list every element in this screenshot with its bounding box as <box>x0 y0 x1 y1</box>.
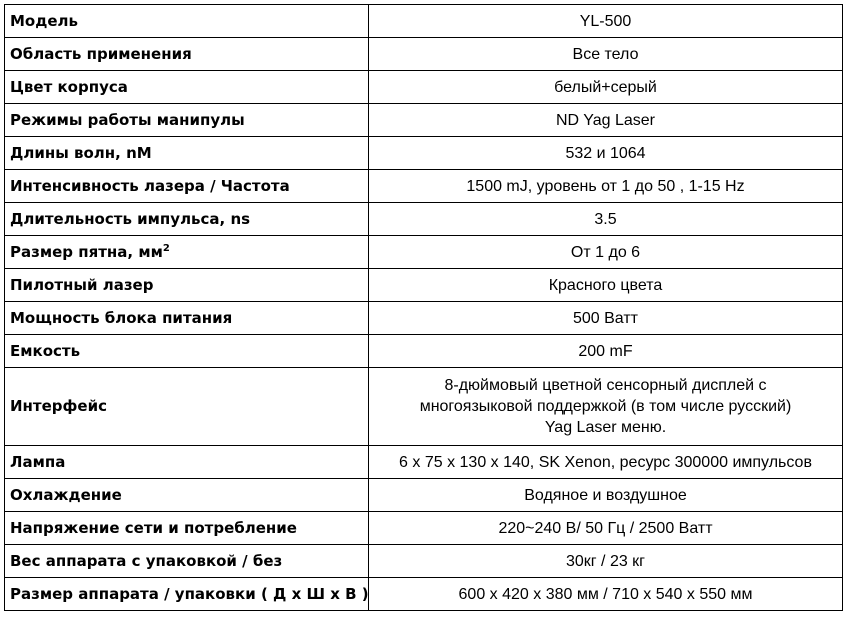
table-row <box>5 446 843 479</box>
table-row <box>5 335 843 368</box>
row-value-line: многоязыковой поддержкой (в том числе русский) <box>419 398 792 415</box>
row-label: Режимы работы манипулы <box>5 104 369 137</box>
row-value: От 1 до 6 <box>369 236 843 269</box>
row-value-line: 8-дюймовый цветной сенсорный дисплей с <box>444 377 767 394</box>
table-row <box>5 5 843 38</box>
table-row <box>5 104 843 137</box>
row-value: 500 Ватт <box>369 302 843 335</box>
table-row <box>5 137 843 170</box>
row-label: Емкость <box>5 335 369 368</box>
row-label: Мощность блока питания <box>5 302 369 335</box>
row-label: Лампа <box>5 446 369 479</box>
row-value-line: Yag Laser меню. <box>544 419 667 436</box>
table-row <box>5 170 843 203</box>
table-row <box>5 512 843 545</box>
table-row <box>5 269 843 302</box>
row-label: Длины волн, nM <box>5 137 369 170</box>
row-label: Длительность импульса, ns <box>5 203 369 236</box>
row-label-text: Размер пятна, мм <box>10 242 163 261</box>
row-value: 220~240 В/ 50 Гц / 2500 Ватт <box>369 512 843 545</box>
row-label: Цвет корпуса <box>5 71 369 104</box>
row-label: Размер аппарата / упаковки ( Д х Ш х В ) <box>5 578 369 611</box>
row-value: 200 mF <box>369 335 843 368</box>
row-label <box>5 236 369 269</box>
table-row <box>5 578 843 611</box>
row-value: 1500 mJ, уровень от 1 до 50 , 1-15 Hz <box>369 170 843 203</box>
row-value: белый+серый <box>369 71 843 104</box>
table-row <box>5 302 843 335</box>
row-label: Область применения <box>5 38 369 71</box>
table-row <box>5 71 843 104</box>
row-value: Водяное и воздушное <box>369 479 843 512</box>
row-value: 3.5 <box>369 203 843 236</box>
table-row <box>5 203 843 236</box>
row-value: 6 x 75 x 130 x 140, SK Xenon, ресурс 300000 импульсов <box>369 446 843 479</box>
row-value: Красного цвета <box>369 269 843 302</box>
row-label-superscript: 2 <box>162 242 170 254</box>
row-value: 532 и 1064 <box>369 137 843 170</box>
row-label: Вес аппарата с упаковкой / без <box>5 545 369 578</box>
row-value: 600 x 420 x 380 мм / 710 x 540 x 550 мм <box>369 578 843 611</box>
table-row <box>5 479 843 512</box>
row-value: YL-500 <box>369 5 843 38</box>
row-label: Пилотный лазер <box>5 269 369 302</box>
row-value <box>369 368 843 446</box>
row-label: Интенсивность лазера / Частота <box>5 170 369 203</box>
row-label: Охлаждение <box>5 479 369 512</box>
table-row <box>5 236 843 269</box>
table-row <box>5 545 843 578</box>
spec-table <box>4 4 843 611</box>
row-label: Модель <box>5 5 369 38</box>
row-value: ND Yag Laser <box>369 104 843 137</box>
row-value: 30кг / 23 кг <box>369 545 843 578</box>
row-value: Все тело <box>369 38 843 71</box>
table-row <box>5 38 843 71</box>
table-row <box>5 368 843 446</box>
row-label: Интерфейс <box>5 368 369 446</box>
row-label: Напряжение сети и потребление <box>5 512 369 545</box>
